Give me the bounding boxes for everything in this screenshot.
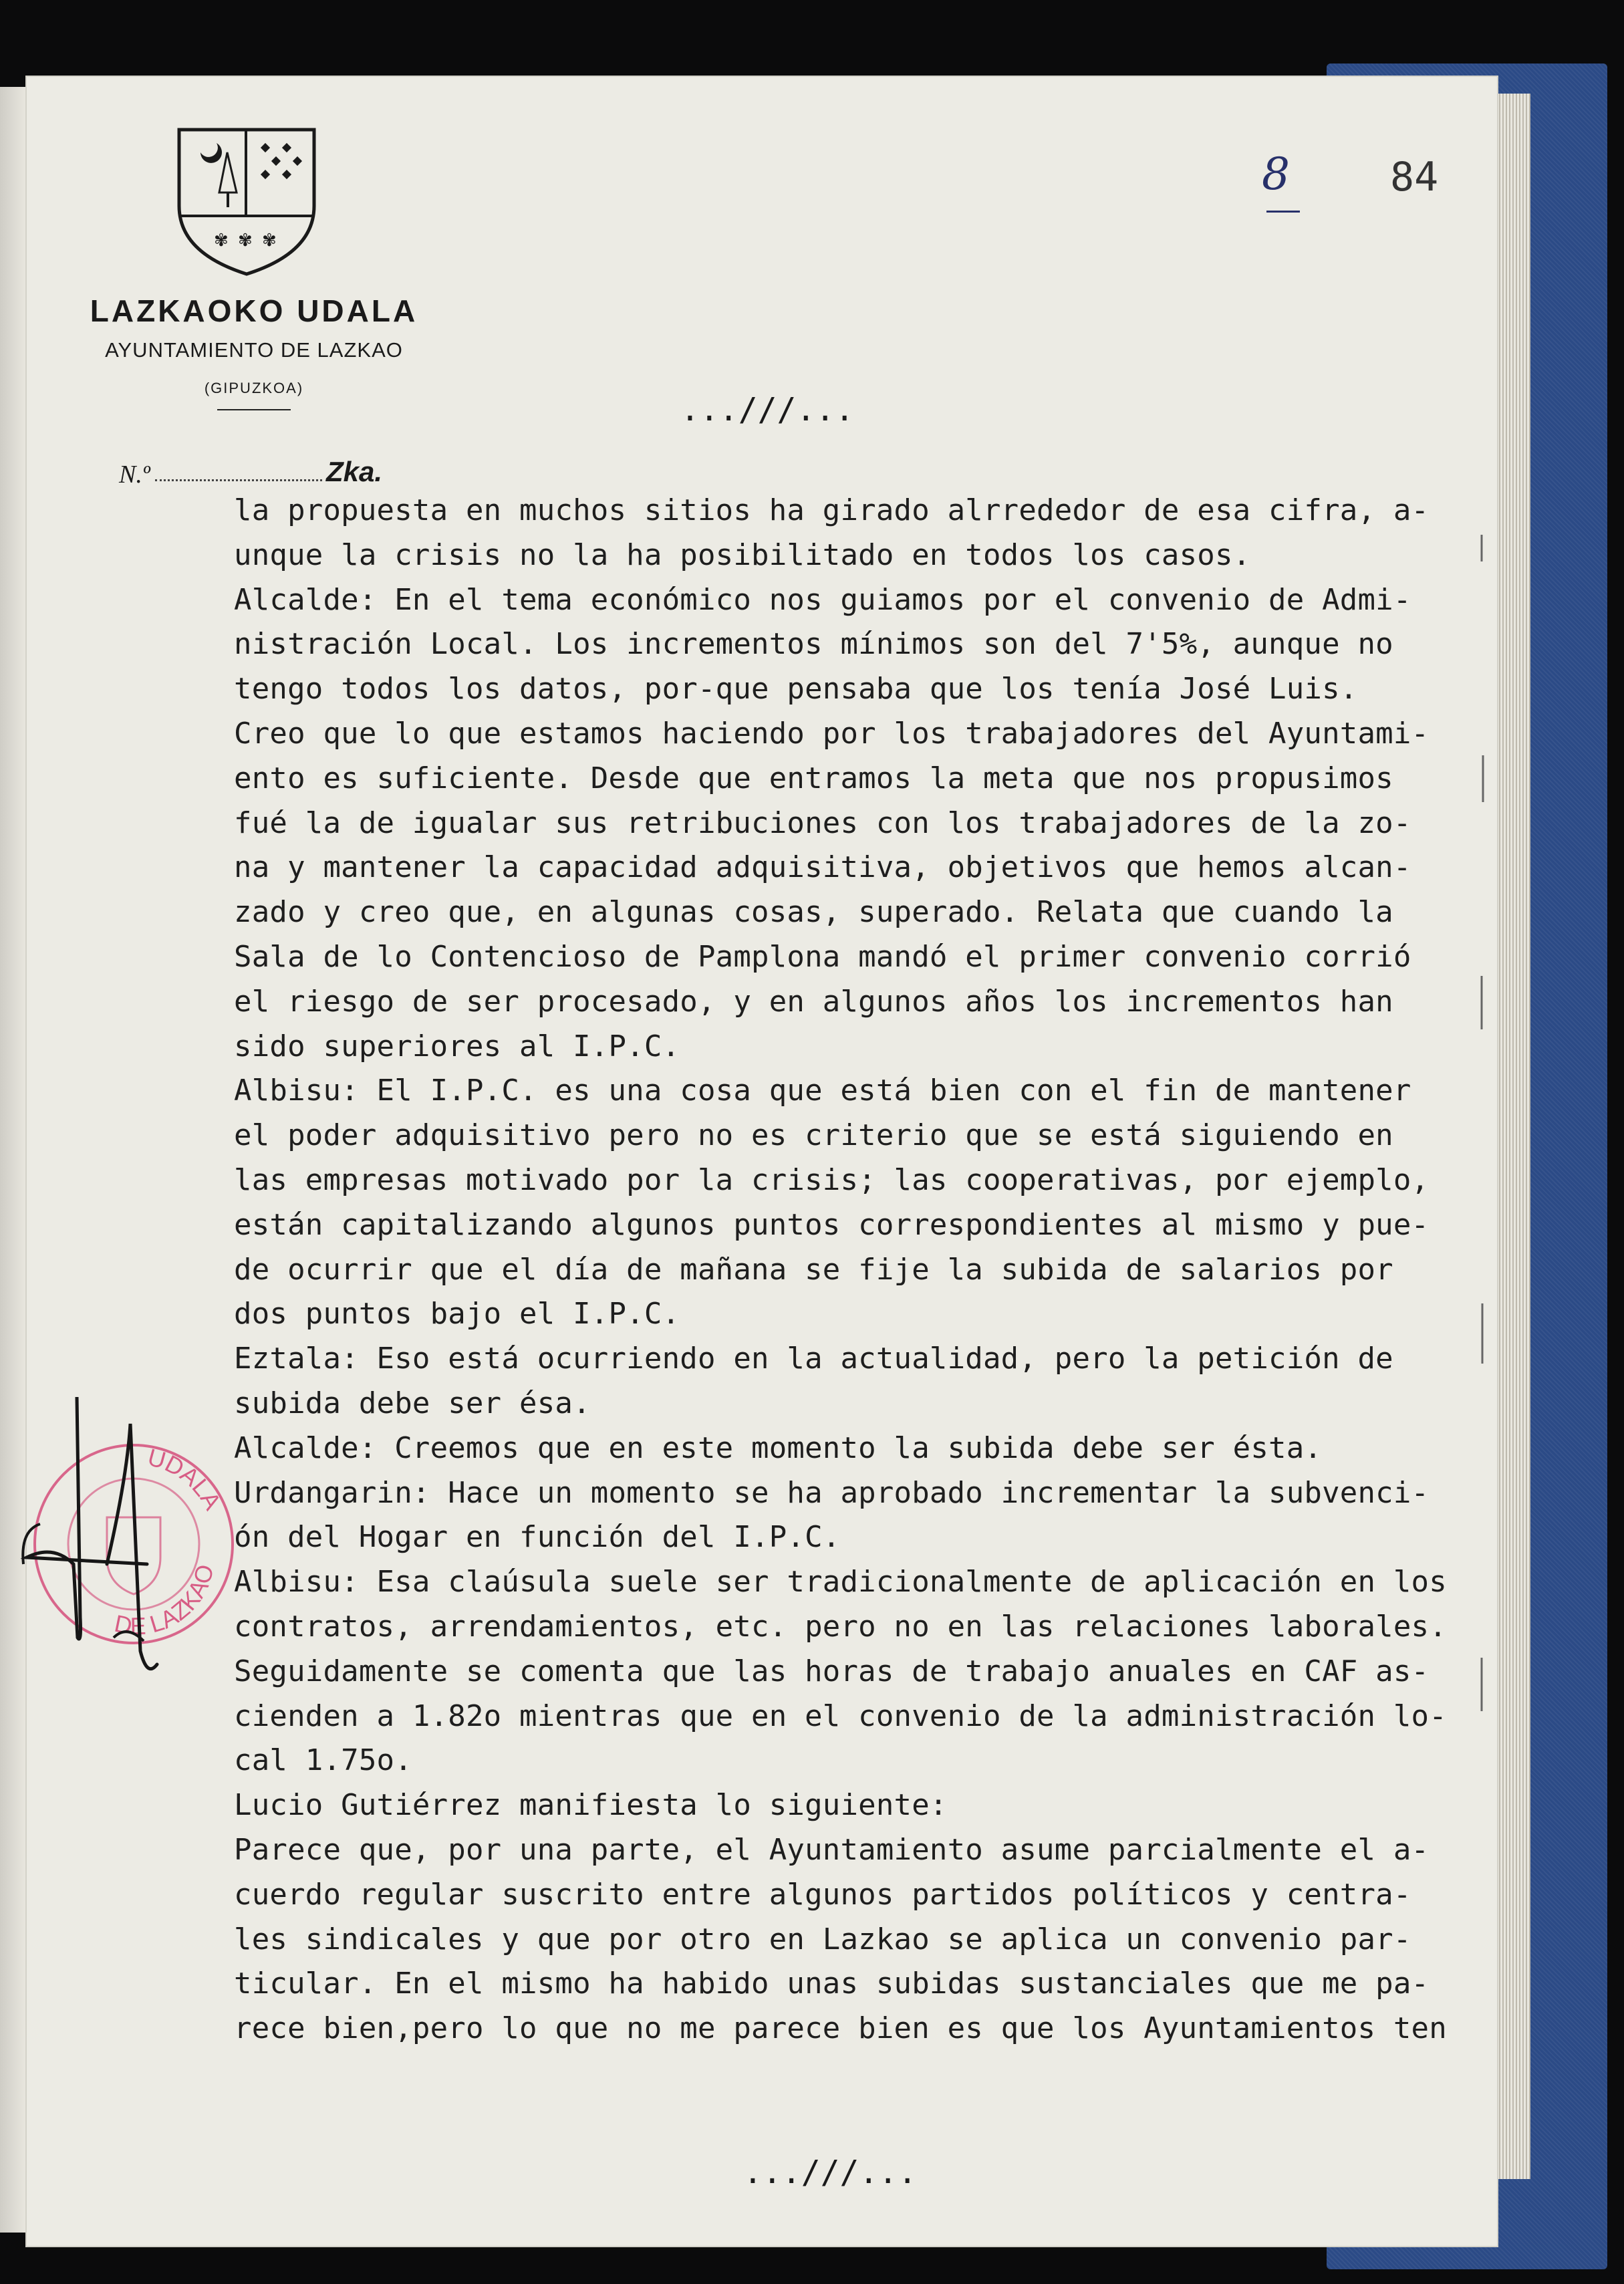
text-line: el riesgo de ser procesado, y en algunos años los incrementos han [234, 984, 1393, 1019]
text-line: Albisu: Esa claúsula suele ser tradicionalmente de aplicación en los [234, 1565, 1447, 1600]
text-line: el poder adquisitivo pero no es criterio que se está siguiendo en [234, 1118, 1393, 1153]
continuation-mark-top: ...///... [680, 391, 855, 428]
handwritten-signature [13, 1397, 214, 1684]
text-line: unque la crisis no la ha posibilitado en todos los casos. [234, 537, 1251, 572]
text-line: fué la de igualar sus retribuciones con los trabajadores de la zo- [234, 805, 1411, 840]
text-line: ón del Hogar en función del I.P.C. [234, 1520, 841, 1555]
text-line: de ocurrir que el día de mañana se fije la subida de salarios por [234, 1252, 1393, 1287]
text-line: Alcalde: En el tema económico nos guiamos por el convenio de Admi- [234, 582, 1411, 617]
text-line: subida debe ser ésa. [234, 1386, 591, 1420]
facing-page-edge [0, 87, 27, 2233]
handwritten-folio-underline [1266, 211, 1300, 213]
header-divider [217, 409, 291, 410]
text-line: dos puntos bajo el I.P.C. [234, 1297, 680, 1331]
text-line: contratos, arrendamientos, etc. pero no en las relaciones laborales. [234, 1609, 1447, 1644]
text-line: Creo que lo que estamos haciendo por los trabajadores del Ayuntami- [234, 716, 1430, 751]
seal-text-top: UDALA [144, 1442, 227, 1515]
number-label: N.º [119, 461, 150, 489]
text-line: rece bien,pero lo que no me parece bien es que los Ayuntamientos ten [234, 2011, 1447, 2046]
number-dotted-line [155, 479, 322, 481]
coat-of-arms-icon [175, 126, 318, 277]
zka-label: Zka. [326, 456, 383, 487]
text-line: cal 1.75o. [234, 1743, 412, 1778]
seal-text-bottom: DE LAZKAO [112, 1561, 219, 1640]
text-line: ticular. En el mismo ha habido unas subidas sustanciales que me pa- [234, 1966, 1430, 2001]
organization-province: (GIPUZKOA) [204, 380, 304, 396]
organization-subtitle: AYUNTAMIENTO DE LAZKAO [105, 338, 403, 362]
text-line: ento es suficiente. Desde que entramos la meta que nos propusimos [234, 761, 1393, 795]
stamped-page-number: 84 [1390, 154, 1439, 201]
organization-name: LAZKAOKO UDALA [90, 293, 418, 328]
text-line: las empresas motivado por la crisis; las cooperativas, por ejemplo, [234, 1162, 1430, 1197]
text-line: están capitalizando algunos puntos correspondientes al mismo y pue- [234, 1207, 1430, 1242]
svg-text:✾: ✾ [214, 231, 229, 251]
text-line: tengo todos los datos, por-que pensaba que los tenía José Luis. [234, 672, 1358, 707]
text-line: cienden a 1.82o mientras que en el convenio de la administración lo- [234, 1698, 1447, 1733]
text-line: Parece que, por una parte, el Ayuntamiento asume parcialmente el a- [234, 1832, 1430, 1867]
margin-marks [1474, 521, 1494, 1858]
continuation-mark-bottom: ...///... [743, 2154, 918, 2191]
text-line: Seguidamente se comenta que las horas de trabajo anuales en CAF as- [234, 1654, 1430, 1688]
text-line: Lucio Gutiérrez manifiesta lo siguiente: [234, 1788, 948, 1823]
document-body [234, 493, 1484, 2056]
text-line: Sala de lo Contencioso de Pamplona mandó el primer convenio corrió [234, 939, 1411, 974]
text-line: nistración Local. Los incrementos mínimos son del 7'5%, aunque no [234, 627, 1393, 662]
text-line: sido superiores al I.P.C. [234, 1029, 680, 1063]
svg-text:✾: ✾ [262, 231, 277, 251]
text-line: Eztala: Eso está ocurriendo en la actualidad, pero la petición de [234, 1342, 1393, 1376]
text-line: zado y creo que, en algunas cosas, superado. Relata que cuando la [234, 895, 1393, 930]
text-line: les sindicales y que por otro en Lazkao se aplica un convenio par- [234, 1922, 1411, 1956]
text-line: na y mantener la capacidad adquisitiva, objetivos que hemos alcan- [234, 850, 1411, 885]
text-line: la propuesta en muchos sitios ha girado alrrededor de esa cifra, a- [234, 493, 1430, 527]
text-line: Albisu: El I.P.C. es una cosa que está bien con el fin de mantener [234, 1073, 1411, 1108]
handwritten-folio-number: 8 [1262, 148, 1290, 200]
text-line: cuerdo regular suscrito entre algunos partidos políticos y centra- [234, 1877, 1411, 1912]
text-line: Alcalde: Creemos que en este momento la subida debe ser ésta. [234, 1430, 1323, 1465]
text-line: Urdangarin: Hace un momento se ha aprobado incrementar la subvenci- [234, 1475, 1430, 1510]
svg-text:✾: ✾ [238, 231, 253, 251]
